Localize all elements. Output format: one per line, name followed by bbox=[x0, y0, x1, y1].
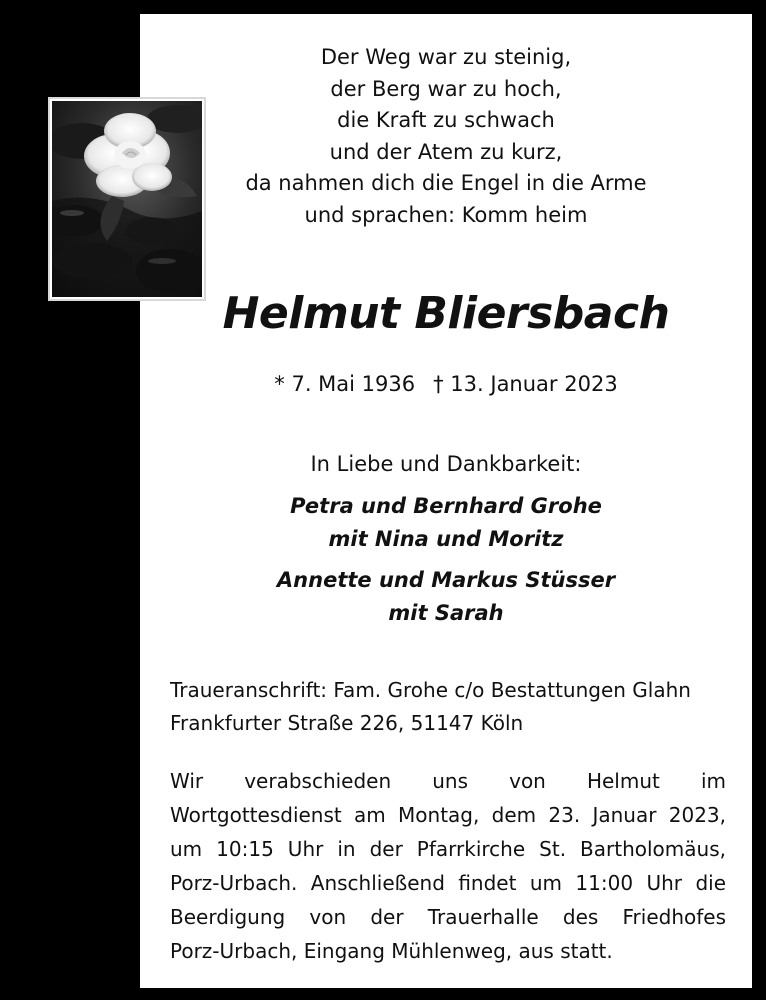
mourner-line: Annette und Markus Stüsser bbox=[276, 568, 616, 592]
service-line: Wortgottesdienst am Montag, dem 23. Januar 2023, bbox=[170, 803, 726, 827]
address-line: Traueranschrift: Fam. Grohe c/o Bestattungen Glahn bbox=[170, 678, 691, 702]
mourner-line: mit Nina und Moritz bbox=[328, 527, 564, 551]
birth-date: * 7. Mai 1936 bbox=[274, 372, 416, 396]
poem-line: der Berg war zu hoch, bbox=[330, 76, 562, 101]
poem bbox=[140, 42, 752, 231]
life-dates bbox=[110, 372, 766, 396]
thanks-intro: In Liebe und Dankbarkeit: bbox=[310, 452, 582, 476]
mourners bbox=[110, 490, 766, 638]
mourner-group bbox=[110, 564, 766, 630]
mourner-line: Petra und Bernhard Grohe bbox=[290, 494, 602, 518]
service-notice bbox=[170, 764, 726, 968]
address-line: Frankfurter Straße 226, 51147 Köln bbox=[170, 711, 524, 735]
poem-line: die Kraft zu schwach bbox=[337, 108, 555, 132]
poem-line: und sprachen: Komm heim bbox=[304, 202, 588, 227]
service-line: Porz-Urbach, Eingang Mühlenweg, aus statt. bbox=[170, 939, 613, 963]
poem-line: und der Atem zu kurz, bbox=[329, 139, 563, 164]
service-line: Beerdigung von der Trauerhalle des Friedhofes bbox=[170, 905, 726, 929]
service-line: Porz-Urbach. Anschließend findet um 11:00 Uhr die bbox=[170, 871, 726, 895]
deceased-name: Helmut Bliersbach bbox=[222, 288, 670, 339]
poem-line: da nahmen dich die Engel in die Arme bbox=[245, 171, 647, 195]
service-line: um 10:15 Uhr in der Pfarrkirche St. Bartholomäus, bbox=[170, 837, 726, 861]
mourning-address bbox=[170, 674, 726, 740]
poem-line: Der Weg war zu steinig, bbox=[320, 45, 572, 69]
mourner-line: mit Sarah bbox=[388, 601, 504, 625]
mourner-group bbox=[110, 490, 766, 556]
service-line: Wir verabschieden uns von Helmut im bbox=[170, 769, 726, 793]
death-date: † 13. Januar 2023 bbox=[433, 372, 618, 396]
